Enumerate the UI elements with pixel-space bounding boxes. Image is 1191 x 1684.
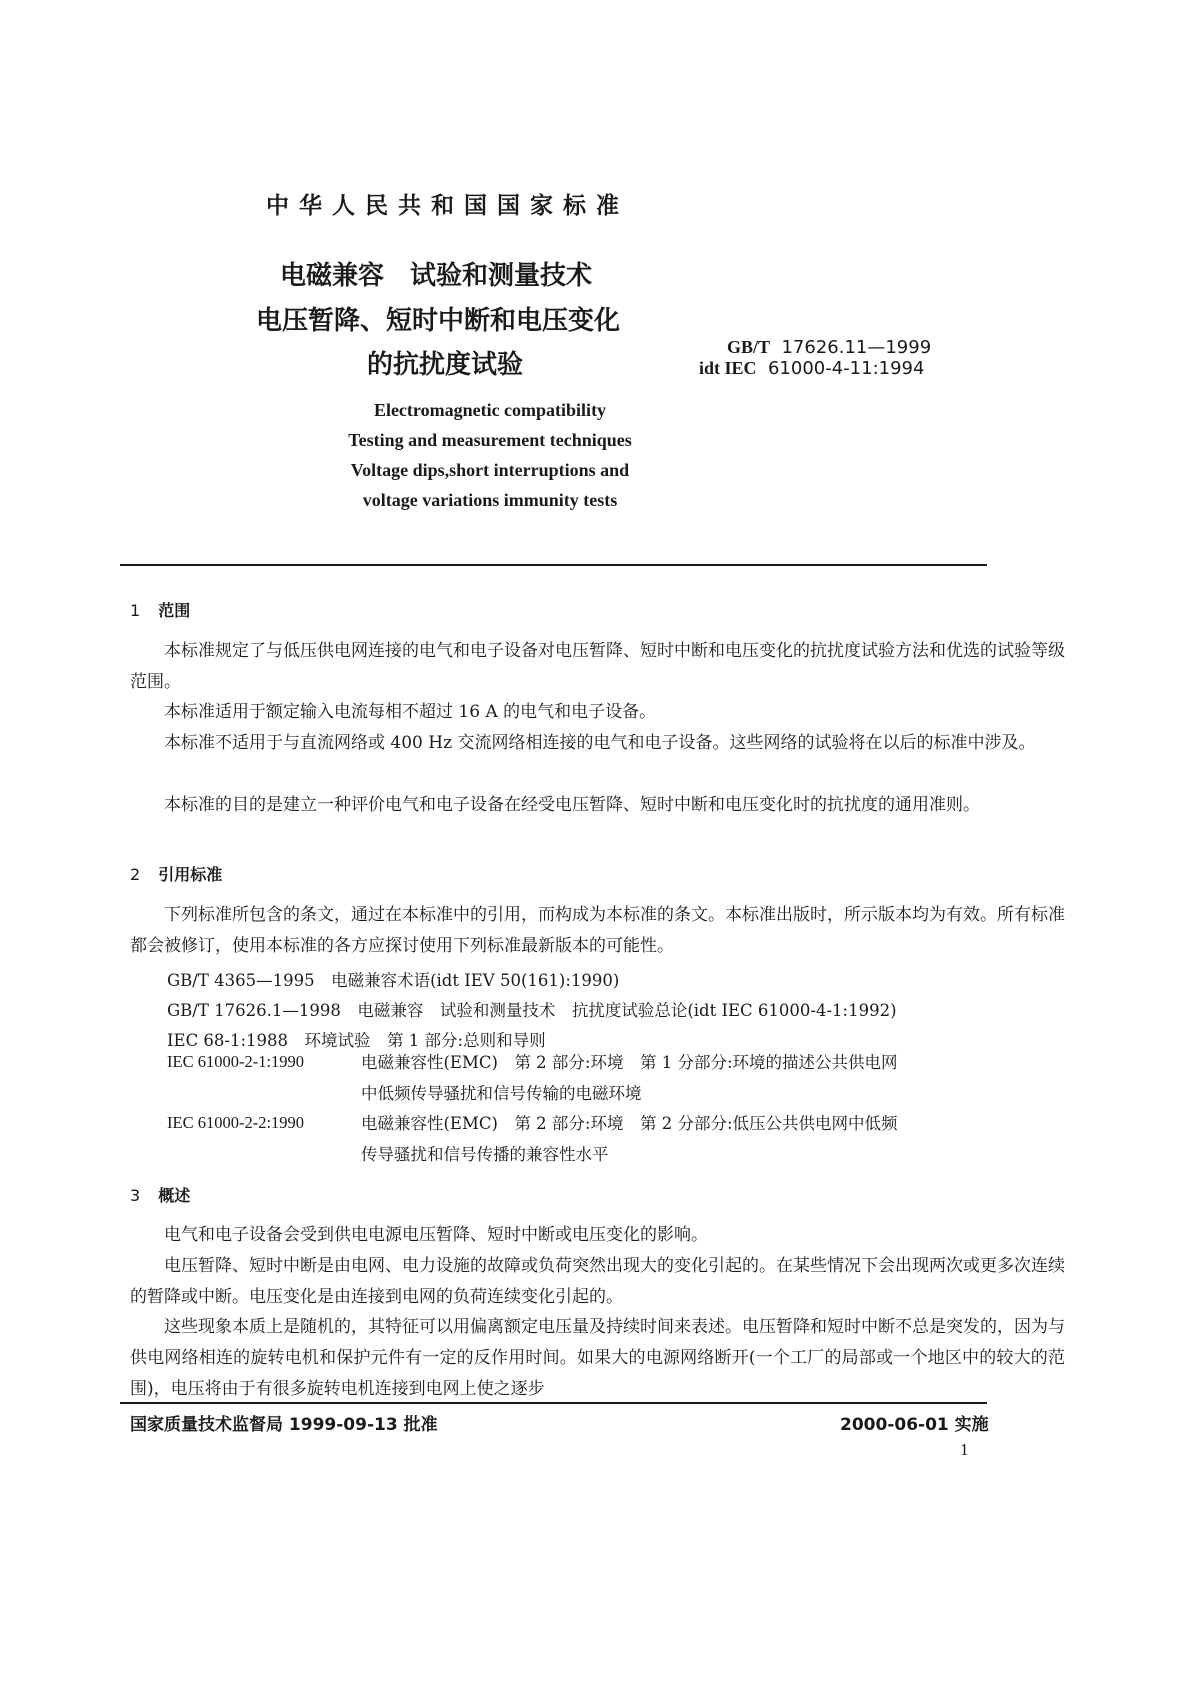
national-standard-header: 中华人民共和国国家标准	[266, 193, 629, 219]
section-1-heading: 1 范围	[130, 601, 191, 620]
implementation-date: 2000-06-01 实施	[840, 1415, 989, 1435]
title-en-line3: Voltage dips,short interruptions and	[350, 460, 630, 480]
reference-iec-61000-2-2-line2: 传导骚扰和信号传播的兼容性水平	[361, 1145, 609, 1164]
reference-iec-61000-2-1-line2: 中低频传导骚扰和信号传输的电磁环境	[361, 1084, 642, 1103]
title-zh-line1: 电磁兼容 试验和测量技术	[280, 261, 593, 291]
section-1-paragraph-4: 本标准的目的是建立一种评价电气和电子设备在经受电压暂降、短时中断和电压变化时的抗扰度的通用准则。	[164, 795, 980, 815]
reference-iec-61000-2-1-code: IEC 61000-2-1:1990	[167, 1052, 305, 1071]
reference-iec-61000-2-2-line1: 电磁兼容性(EMC) 第 2 部分:环境 第 2 分部分:低压公共供电网中低频	[361, 1114, 898, 1133]
reference-iec-61000-2-2-code: IEC 61000-2-2:1990	[167, 1113, 305, 1132]
header-divider	[120, 564, 987, 566]
title-en-line2: Testing and measurement techniques	[348, 430, 632, 450]
title-zh-line3: 的抗扰度试验	[367, 350, 524, 380]
reference-gb-4365: GB/T 4365—1995 电磁兼容术语(idt IEV 50(161):1990)	[167, 971, 620, 990]
reference-gb-17626-1: GB/T 17626.1—1998 电磁兼容 试验和测量技术 抗扰度试验总论(idt IEC 61000-4-1:1992)	[167, 1001, 897, 1020]
reference-iec-61000-2-1-line1: 电磁兼容性(EMC) 第 2 部分:环境 第 1 分部分:环境的描述公共供电网	[361, 1053, 898, 1072]
idt-standard-code: idt IEC 61000-4-11:1994	[699, 358, 925, 379]
section-1-paragraph-2: 本标准适用于额定输入电流每相不超过 16 A 的电气和电子设备。	[164, 702, 657, 722]
title-en-line4: voltage variations immunity tests	[362, 490, 618, 510]
section-2-paragraph-1: 下列标准所包含的条文，通过在本标准中的引用，而构成为本标准的条文。本标准出版时，所示版本均为有效。所有标准都会被修订，使用本标准的各方应探讨使用下列标准最新版本的可能性。	[130, 905, 1065, 956]
title-en-line1: Electromagnetic compatibility	[373, 400, 607, 420]
reference-iec-68-1: IEC 68-1:1988 环境试验 第 1 部分:总则和导则	[167, 1031, 546, 1050]
section-1-paragraph-1: 本标准规定了与低压供电网连接的电气和电子设备对电压暂降、短时中断和电压变化的抗扰度试验方法和优选的试验等级范围。	[130, 641, 1065, 692]
section-3-paragraph-2: 电压暂降、短时中断是由电网、电力设施的故障或负荷突然出现大的变化引起的。在某些情况下会出现两次或更多次连续的暂降或中断。电压变化是由连接到电网的负荷连续变化引起的。	[130, 1256, 1065, 1307]
approval-date: 国家质量技术监督局 1999-09-13 批准	[130, 1415, 438, 1435]
section-1-paragraph-3: 本标准不适用于与直流网络或 400 Hz 交流网络相连接的电气和电子设备。这些网络的试验将在以后的标准中涉及。	[164, 733, 1036, 753]
section-3-paragraph-3: 这些现象本质上是随机的，其特征可以用偏离额定电压量及持续时间来表述。电压暂降和短时中断不总是突发的，因为与供电网络相连的旋转电机和保护元件有一定的反作用时间。如果大的电源网络断开(一个工厂的局部或一个地区中的较大的范围)，电压将由于有很多旋转电机连接到电网上使之逐步	[130, 1317, 1065, 1399]
page-number: 1	[960, 1440, 969, 1459]
section-3-paragraph-1: 电气和电子设备会受到供电电源电压暂降、短时中断或电压变化的影响。	[164, 1225, 708, 1245]
gb-standard-code: GB/T 17626.11—1999	[727, 337, 932, 358]
section-2-heading: 2 引用标准	[130, 865, 223, 884]
title-zh-line2: 电压暂降、短时中断和电压变化	[256, 306, 621, 336]
footer-divider	[120, 1402, 987, 1404]
section-3-heading: 3 概述	[130, 1186, 191, 1205]
